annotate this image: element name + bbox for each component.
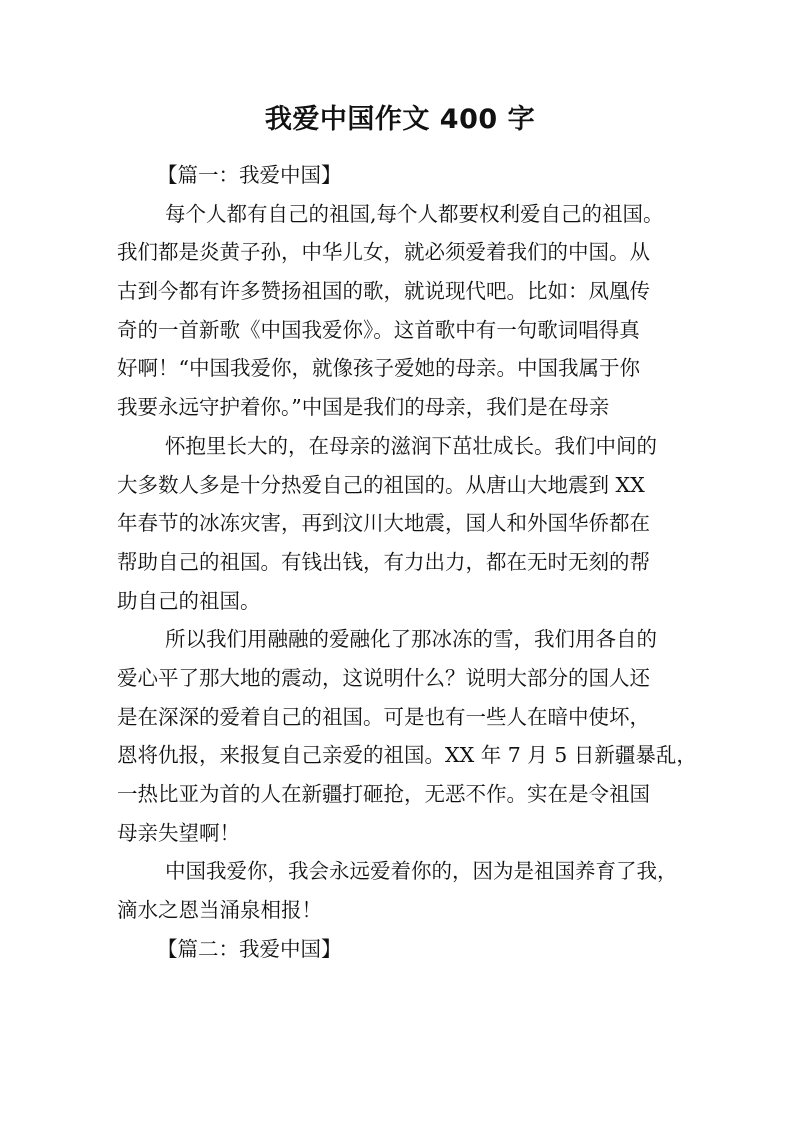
paragraph-line: 奇的一首新歌《中国我爱你》。这首歌中有一句歌词唱得真	[117, 317, 640, 342]
paragraph-line: 帮助自己的祖国。有钱出钱，有力出力，都在无时无刻的帮	[117, 549, 650, 574]
paragraph-line: 中国我爱你，我会永远爱着你的，因为是祖国养育了我，	[165, 859, 678, 884]
paragraph-line: 年春节的冰冻灾害，再到汶川大地震，国人和外国华侨都在	[117, 511, 650, 536]
paragraph-line: 我们都是炎黄子孙，中华儿女，就必须爱着我们的中国。从	[117, 240, 650, 265]
paragraph-line: 每个人都有自己的祖国,每个人都要权利爱自己的祖国。	[165, 201, 664, 226]
paragraph-line: 一热比亚为首的人在新疆打砸抢，无恶不作。实在是令祖国	[117, 782, 650, 806]
document-title: 我爱中国作文 400 字	[264, 104, 536, 135]
paragraph-line: 所以我们用融融的爱融化了那冰冻的雪，我们用各自的	[165, 627, 657, 652]
paragraph-line: 助自己的祖国。	[117, 588, 261, 613]
paragraph-line: 恩将仇报，来报复自己亲爱的祖国。XX 年 7 月 5 日新疆暴乱，	[117, 743, 697, 768]
paragraph-line: 爱心平了那大地的震动，这说明什么？说明大部分的国人还	[117, 665, 650, 690]
document-body	[117, 156, 697, 968]
paragraph-line: 是在深深的爱着自己的祖国。可是也有一些人在暗中使坏，	[117, 704, 650, 729]
paragraph-line: 我要永远守护着你。”中国是我们的母亲，我们是在母亲	[117, 395, 610, 420]
paragraph-line: 母亲失望啊！	[117, 820, 240, 845]
paragraph-line: 古到今都有许多赞扬祖国的歌，就说现代吧。比如：凤凰传	[117, 279, 650, 304]
paragraph-line: 怀抱里长大的，在母亲的滋润下茁壮成长。我们中间的	[165, 433, 657, 458]
paragraph-line: 大多数人多是十分热爱自己的祖国的。从唐山大地震到 XX	[117, 472, 645, 497]
paragraph-line: 滴水之恩当涌泉相报！	[117, 898, 322, 923]
paragraph-line: 好啊！“中国我爱你，就像孩子爱她的母亲。中国我属于你	[117, 356, 640, 381]
section-heading: 【篇二：我爱中国】	[157, 936, 342, 961]
section-heading: 【篇一：我爱中国】	[157, 163, 342, 187]
